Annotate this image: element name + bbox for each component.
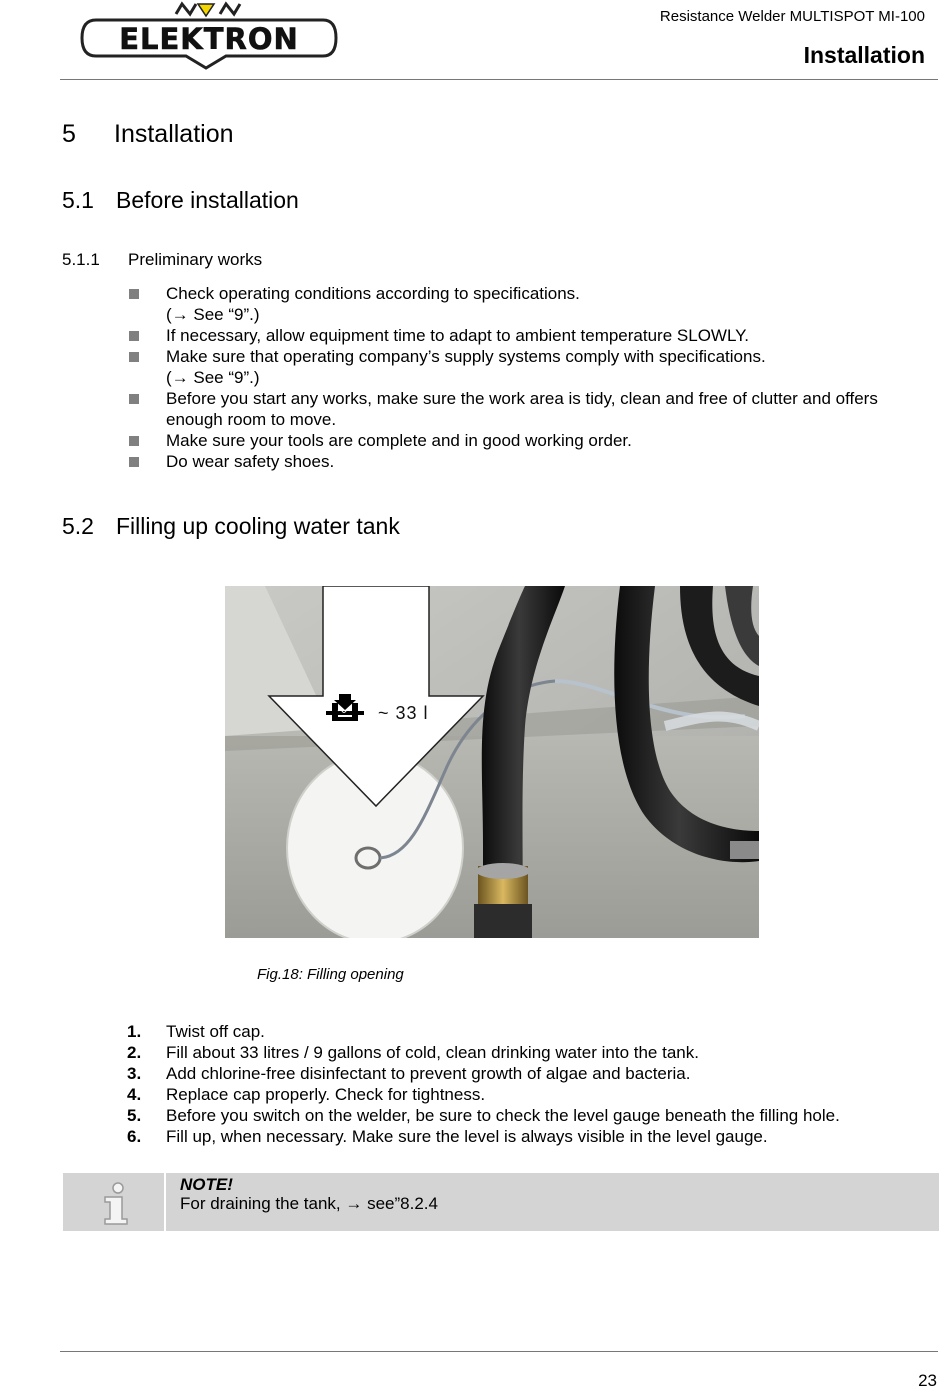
list-item xyxy=(127,388,937,430)
figure-caption: Fig.18: Filling opening xyxy=(257,966,404,983)
preliminary-works-list xyxy=(127,283,937,472)
bullet-text: Check operating conditions according to specifications. xyxy=(166,284,580,303)
bullet-text: Do wear safety shoes. xyxy=(166,452,335,471)
heading-5-1-title: Before installation xyxy=(116,187,299,213)
bullet-square-icon xyxy=(129,457,139,467)
list-item xyxy=(127,1042,937,1063)
bullet-subtext: (→ See “9”.) xyxy=(166,305,260,324)
bullet-text: Before you start any works, make sure the work area is tidy, clean and free of clutter and offers enough room to move. xyxy=(166,389,878,429)
info-icon xyxy=(63,1173,164,1231)
note-title: NOTE! xyxy=(180,1175,233,1194)
heading-5-1-number: 5.1 xyxy=(62,187,94,213)
step-number: 4. xyxy=(127,1085,142,1104)
heading-5-1-1-number: 5.1.1 xyxy=(62,250,100,269)
step-number: 5. xyxy=(127,1106,142,1125)
document-title: Resistance Welder MULTISPOT MI-100 xyxy=(659,8,925,25)
note-box xyxy=(63,1173,939,1231)
header-section-label: Installation xyxy=(803,42,925,68)
fill-volume-label: ~ 33 l xyxy=(378,703,429,723)
step-text: Before you switch on the welder, be sure to check the level gauge beneath the filling hole. xyxy=(166,1106,840,1125)
list-item xyxy=(127,1084,937,1105)
list-item xyxy=(127,1126,937,1147)
list-item xyxy=(127,1063,937,1084)
bullet-text: Make sure that operating company’s supply systems comply with specifications. xyxy=(166,347,766,366)
filling-opening-photo xyxy=(225,586,759,938)
note-text: For draining the tank, → see”8.2.4 xyxy=(180,1194,438,1213)
heading-5-2-title: Filling up cooling water tank xyxy=(116,513,400,539)
step-number: 1. xyxy=(127,1022,142,1041)
step-text: Add chlorine-free disinfectant to prevent growth of algae and bacteria. xyxy=(166,1064,691,1083)
step-number: 3. xyxy=(127,1064,142,1083)
heading-1-title: Installation xyxy=(114,120,234,148)
bullet-text: Make sure your tools are complete and in good working order. xyxy=(166,431,632,450)
heading-5-2-number: 5.2 xyxy=(62,513,94,539)
list-item xyxy=(127,451,937,472)
header-divider xyxy=(60,79,938,80)
bullet-square-icon xyxy=(129,394,139,404)
step-text: Fill up, when necessary. Make sure the level is always visible in the level gauge. xyxy=(166,1127,768,1146)
note-icon-cell xyxy=(63,1173,166,1231)
bullet-square-icon xyxy=(129,331,139,341)
bullet-subtext: (→ See “9”.) xyxy=(166,368,260,387)
list-item xyxy=(127,346,937,388)
logo-text: ELEKTRON xyxy=(119,22,299,56)
footer-divider xyxy=(60,1351,938,1352)
bullet-square-icon xyxy=(129,352,139,362)
step-text: Twist off cap. xyxy=(166,1022,265,1041)
list-item xyxy=(127,430,937,451)
list-item xyxy=(127,283,937,325)
step-text: Fill about 33 litres / 9 gallons of cold, clean drinking water into the tank. xyxy=(166,1043,699,1062)
bullet-text: If necessary, allow equipment time to adapt to ambient temperature SLOWLY. xyxy=(166,326,750,345)
heading-5-1-1-title: Preliminary works xyxy=(128,250,263,269)
filling-steps-list xyxy=(127,1021,937,1147)
elektron-logo xyxy=(78,0,340,70)
bullet-square-icon xyxy=(129,436,139,446)
list-item xyxy=(127,1105,937,1126)
heading-1-number: 5 xyxy=(62,120,76,148)
step-number: 2. xyxy=(127,1043,142,1062)
step-number: 6. xyxy=(127,1127,142,1146)
step-text: Replace cap properly. Check for tightness. xyxy=(166,1085,486,1104)
list-item xyxy=(127,1021,937,1042)
bullet-square-icon xyxy=(129,289,139,299)
list-item xyxy=(127,325,937,346)
page-number: 23 xyxy=(918,1371,937,1390)
